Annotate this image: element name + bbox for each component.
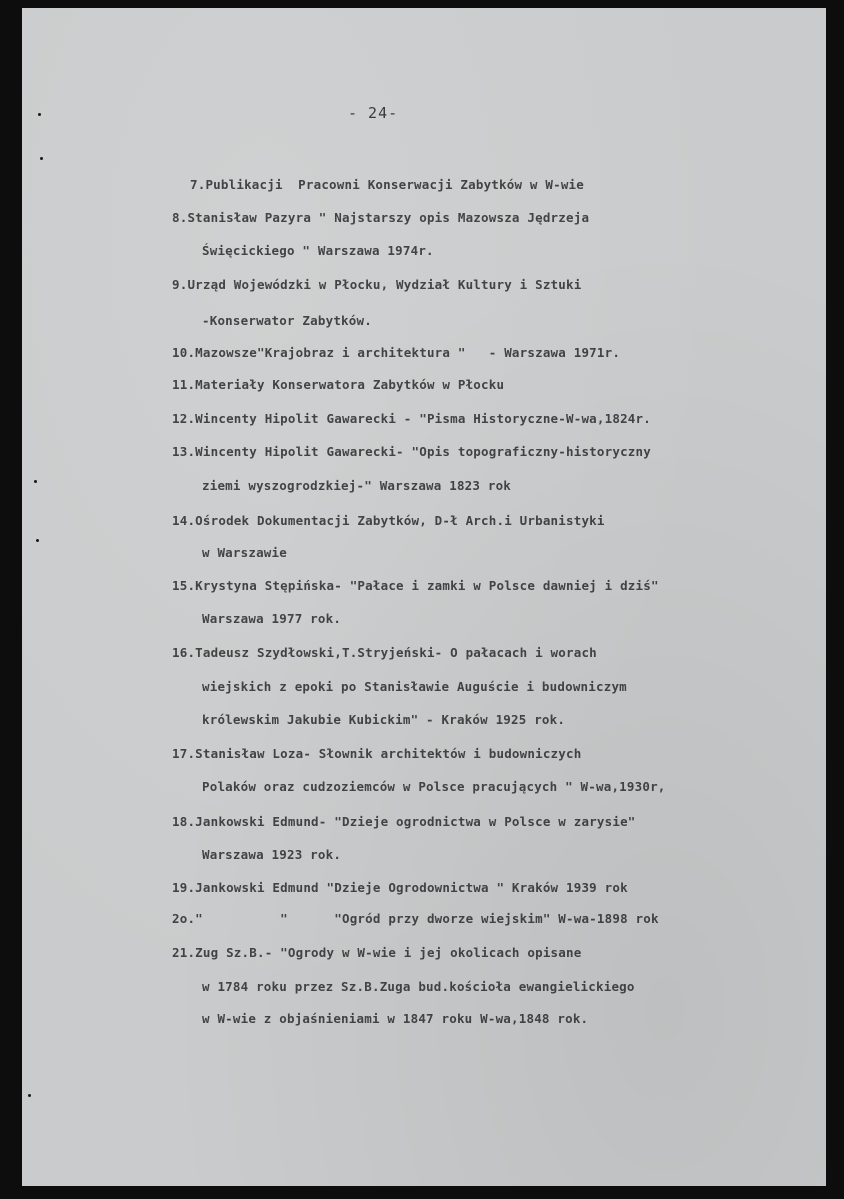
bibliography-entry-continuation: Warszawa 1977 rok. — [202, 611, 342, 626]
bibliography-entry-continuation: w 1784 roku przez Sz.B.Zuga bud.kościoła ewangielickiego — [202, 979, 635, 994]
bibliography-entry: 10.Mazowsze"Krajobraz i architektura " - Warszawa 1971r. — [172, 345, 621, 360]
bibliography-entry: 14.Ośrodek Dokumentacji Zabytków, D-ł Arch.i Urbanistyki — [172, 513, 605, 528]
bibliography-entry: 18.Jankowski Edmund- "Dzieje ogrodnictwa w Polsce w zarysie" — [172, 814, 636, 829]
bibliography-entry-continuation: w Warszawie — [202, 545, 287, 560]
bibliography-entry: 13.Wincenty Hipolit Gawarecki- "Opis topograficzny-historyczny — [172, 444, 651, 459]
page-number: - 24- — [348, 104, 399, 122]
bibliography-entry-continuation: -Konserwator Zabytków. — [202, 313, 372, 328]
bibliography-entry-continuation: wiejskich z epoki po Stanisławie Auguście i budowniczym — [202, 679, 627, 694]
bibliography-entry: 15.Krystyna Stępińska- "Pałace i zamki w Polsce dawniej i dziś" — [172, 578, 659, 593]
bibliography-entry: 7.Publikacji Pracowni Konserwacji Zabytków w W-wie — [190, 177, 585, 192]
bibliography-entry: 21.Zug Sz.B.- "Ogrody w W-wie i jej okolicach opisane — [172, 945, 582, 960]
bibliography-entry-continuation: Święcickiego " Warszawa 1974r. — [202, 243, 434, 258]
bibliography-entry-continuation: ziemi wyszogrodzkiej-" Warszawa 1823 rok — [202, 478, 512, 493]
bibliography-entry: 8.Stanisław Pazyra " Najstarszy opis Mazowsza Jędrzeja — [172, 210, 590, 225]
bibliography-entry-continuation: w W-wie z objaśnieniami w 1847 roku W-wa,1848 rok. — [202, 1011, 589, 1026]
bibliography-entry: 2o." " "Ogród przy dworze wiejskim" W-wa-1898 rok — [172, 911, 659, 926]
bibliography-entry-continuation: królewskim Jakubie Kubickim" - Kraków 1925 rok. — [202, 712, 566, 727]
bibliography-entry-continuation: Warszawa 1923 rok. — [202, 847, 342, 862]
bibliography-entry-continuation: Polaków oraz cudzoziemców w Polsce pracujących " W-wa,1930r, — [202, 779, 666, 794]
bibliography-entry: 19.Jankowski Edmund "Dzieje Ogrodownictwa " Kraków 1939 rok — [172, 880, 628, 895]
bibliography-entry: 12.Wincenty Hipolit Gawarecki - "Pisma Historyczne-W-wa,1824r. — [172, 411, 651, 426]
bibliography-entry: 17.Stanisław Loza- Słownik architektów i budowniczych — [172, 746, 582, 761]
bibliography-entry: 16.Tadeusz Szydłowski,T.Stryjeński- O pałacach i worach — [172, 645, 597, 660]
bibliography-entry: 9.Urząd Wojewódzki w Płocku, Wydział Kultury i Sztuki — [172, 277, 582, 292]
bibliography-entry: 11.Materiały Konserwatora Zabytków w Płocku — [172, 377, 505, 392]
